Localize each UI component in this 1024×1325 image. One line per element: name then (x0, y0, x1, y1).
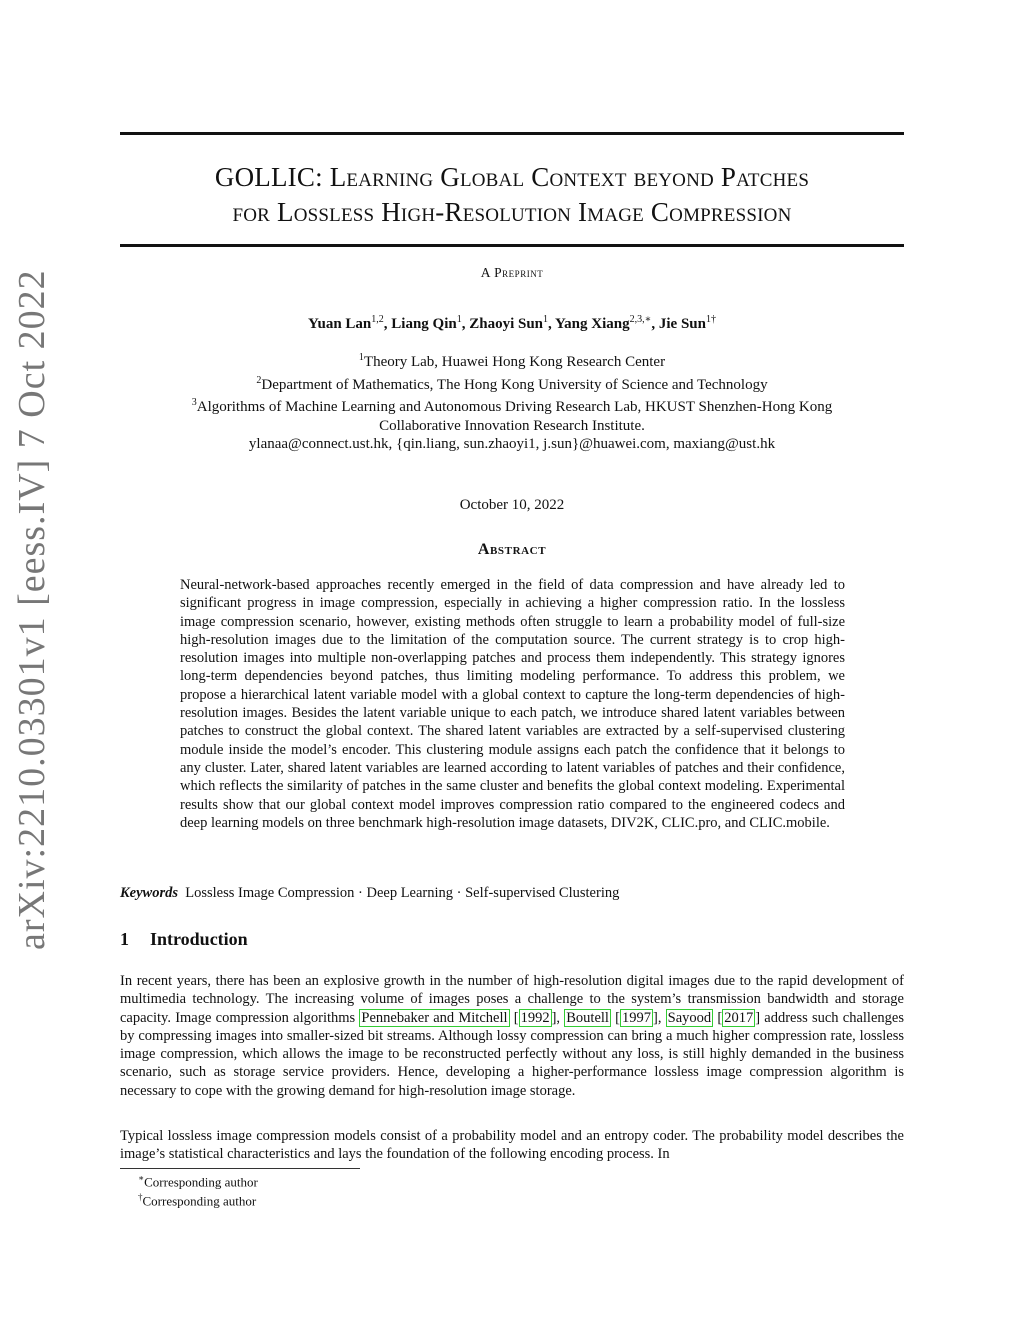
affiliation-line: $^1$Theory Lab, Huawei Hong Kong Research Center (358, 352, 666, 370)
preprint-label: A Preprint (480, 265, 544, 280)
author-name: Yuan Lan (308, 316, 372, 332)
author-affil-sup: 1 (543, 314, 549, 325)
author-affil-sup: 1 (456, 314, 462, 325)
paper-title-line-2: for Lossless High-Resolution Image Compression (232, 197, 792, 227)
section-title: Introduction (150, 929, 248, 949)
affiliations-block (120, 349, 904, 454)
citation-link[interactable]: Pennebaker and Mitchell (361, 1009, 508, 1026)
author-affil-sup: 2,3,∗ (629, 314, 652, 325)
author-affil-sup: 1† (705, 314, 716, 325)
affiliation-line: $^3$Algorithms of Machine Learning and Autonomous Driving Research Lab, HKUST Shenzhen-Hong Kong (191, 397, 833, 415)
affiliation-line: $^2$Department of Mathematics, The Hong Kong University of Science and Technology (256, 374, 768, 393)
author-name: Zhaoyi Sun (469, 316, 544, 332)
citation-link[interactable]: Boutell (566, 1009, 609, 1026)
footnote-rule (120, 1168, 360, 1169)
author-affil-sup: 1,2 (371, 314, 384, 325)
paper-title-line-1: GOLLIC: Learning Global Context beyond Patches (214, 162, 810, 192)
section-number: 1 (120, 929, 129, 949)
citation-link[interactable]: 1992 (520, 1009, 550, 1026)
paper-date: October 10, 2022 (459, 497, 565, 513)
author-name: Jie Sun (658, 316, 706, 332)
citation-link[interactable]: Sayood (667, 1009, 712, 1026)
intro-paragraph-2: Typical lossless image compression models consist of a probability model and an entropy coder. The probability model describes the image’s statistical characteristics and lays the foundation of the following encoding process. In (120, 1128, 904, 1163)
intro-paragraph-1: In recent years, there has been an explosive growth in the number of high-resolution digital images due to the rapid development of multimedia technology. The increasing volume of images poses a challenge to the system’s transmission bandwidth and storage capacity. Image compression algorithms Pennebaker and Mitchell [ 1992 ], Boutell [ 1997 ], Sayood [ 2017 ] address such challenges by compressing images into smaller-sized bit streams. Although lossy compression can bring a much higher compression rate, lossless image compression, which allows the image to be reconstructed perfectly without any loss, is still highly demanded in the business scenario, such as storage service providers. Hence, developing a higher-performance lossless image compression algorithm is necessary to cope with the growing demand for high-resolution image storage. (120, 973, 904, 1099)
footnote: †Corresponding author (138, 1192, 257, 1209)
keywords-text: Lossless Image Compression · Deep Learning · Self-supervised Clustering (185, 885, 620, 901)
keywords-label: Keywords (120, 885, 178, 901)
section-heading-introduction (120, 929, 248, 950)
affiliation-line: Collaborative Innovation Research Institute. (379, 417, 645, 434)
citation-link[interactable]: 2017 (724, 1009, 754, 1026)
author-list: Yuan Lan$^{1,2}$, Liang Qin$^1$, Zhaoyi Sun$^1$, Yang Xiang$^{2,3,∗}$, Jie Sun$^{1\dagger}$ (308, 314, 716, 332)
author-name: Yang Xiang (554, 316, 630, 332)
abstract-text: Neural-network-based approaches recently emerged in the field of data compression and have already led to significant progress in image compression, especially in achieving a higher compression ratio. In the lossless image compression scenario, however, existing methods often struggle to learn a probability model of full-size high-resolution images due to the limitation of the computation source. The current strategy is to crop high-resolution images into multiple non-overlapping patches and process them independently. This strategy ignores long-term dependencies beyond patches, thus limiting modeling performance. To address this problem, we propose a hierarchical latent variable model with a global context to capture the long-term dependencies of high-resolution images. Besides the latent variable unique to each patch, we introduce shared latent variables between patches to construct the global context. The shared latent variables are extracted by a self-supervised clustering module inside the model’s encoder. This clustering module assigns each patch the confidence that it belongs to any cluster. Later, shared latent variables are learned according to latent variables of patches and their confidence, which reflects the similarity of patches in the same cluster and benefits the global context modeling. Experimental results show that our global context model improves compression ratio compared to the engineered codecs and deep learning models on three benchmark high-resolution image datasets, DIV2K, CLIC.pro, and CLIC.mobile. (180, 577, 845, 831)
title-bottom-rule (120, 244, 904, 247)
footnote: ∗Corresponding author (138, 1173, 258, 1190)
keywords-line (120, 885, 619, 902)
author-name: Liang Qin (391, 316, 457, 332)
author-emails: ylanaa@connect.ust.hk, {qin.liang, sun.zhaoyi1, j.sun}@huawei.com, maxiang@ust.hk (248, 436, 776, 452)
abstract-heading: Abstract (477, 541, 547, 558)
title-top-rule (120, 132, 904, 135)
citation-link[interactable]: 1997 (622, 1009, 651, 1026)
arxiv-sidebar-stamp: arXiv:2210.03301v1 [eess.IV] 7 Oct 2022 (11, 269, 53, 950)
